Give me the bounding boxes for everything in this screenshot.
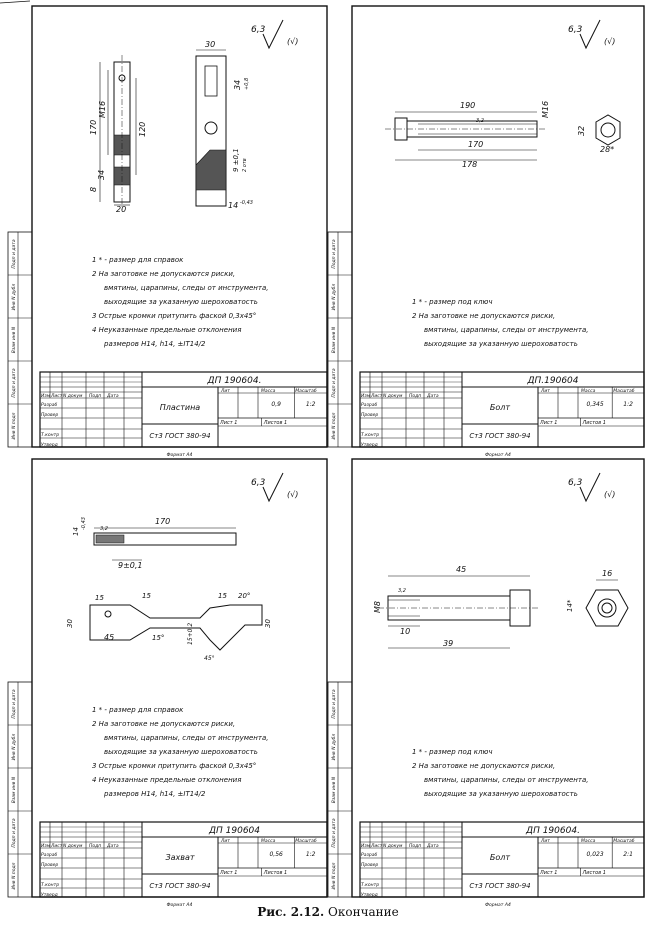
technical-note-4: выходящие за указанную шероховатость	[104, 748, 258, 756]
side-strip-label: Инв N дубл	[12, 283, 17, 311]
roughness-3-2: 3,2	[476, 118, 484, 124]
sheet-number: Лист 1	[540, 870, 558, 876]
side-strip-label: Инв N дубл	[332, 733, 337, 761]
technical-note-4: выходящие за указанную шероховатость	[104, 298, 258, 306]
technical-note-3: вмятины, царапины, следы от инструмента,	[424, 776, 589, 784]
dim-20deg: 20°	[238, 592, 251, 600]
roughness-mark	[263, 20, 283, 48]
stamp-header-massa: Масса	[581, 839, 596, 844]
dim-15-tol: 15+0,2	[187, 622, 194, 645]
roughness-note: (√)	[604, 37, 616, 46]
side-strip-label: Инв N дубл	[332, 283, 337, 311]
technical-note-2: 2 На заготовке не допускаются риски,	[412, 762, 556, 770]
dim-m8: М8	[373, 601, 382, 613]
sheets-total: Листов 1	[263, 870, 288, 876]
dim-45: 45	[104, 633, 115, 642]
stamp-header-utverd: Утверд	[41, 893, 58, 898]
stamp-header-prover: Провер	[361, 863, 379, 868]
technical-note-3: вмятины, царапины, следы от инструмента,	[104, 734, 269, 742]
roughness-mark	[580, 473, 600, 501]
stamp-header-data: Дата	[107, 844, 119, 849]
dim-14: 14	[72, 527, 80, 536]
stamp-header-prover: Провер	[41, 413, 59, 418]
stamp-header-tkontr: Т.контр	[41, 433, 60, 438]
stamp-header-ndok: N докум	[383, 844, 403, 849]
dim-9: 9±0,1	[118, 561, 143, 570]
technical-note-6: 4 Неуказанные предельные отклонения	[92, 776, 242, 784]
technical-note-5: 3 Острые кромки притупить фаской 0,3х45°	[92, 762, 257, 770]
stamp-header-massa: Масса	[261, 389, 276, 394]
technical-note-3: вмятины, царапины, следы от инструмента,	[104, 284, 269, 292]
dim-14-tol: -0,43	[81, 517, 87, 530]
stamp-header-data: Дата	[427, 844, 439, 849]
roughness-value: 6,3	[251, 478, 266, 488]
stamp-header-data: Дата	[107, 394, 119, 399]
dim-34-top: 34	[233, 79, 242, 90]
technical-note-6: 4 Неуказанные предельные отклонения	[92, 326, 242, 334]
dim-178: 178	[462, 160, 478, 169]
roughness-value: 6,3	[251, 25, 266, 35]
stamp-header-podp: Подп	[89, 844, 102, 849]
side-strip-label: Взам инв N	[12, 776, 17, 804]
roughness-mark	[263, 473, 283, 501]
hatched-section	[96, 535, 124, 543]
dim-14-tol: -0,43	[240, 200, 253, 206]
stamp-header-utverd: Утверд	[41, 443, 58, 448]
part-mass: 0,9	[271, 401, 281, 408]
sheet-frame	[32, 459, 327, 897]
dim-10: 10	[400, 627, 411, 636]
stamp-header-masshtab: Масштаб	[613, 839, 635, 844]
caption-number: Рис. 2.12.	[257, 905, 325, 919]
part-material: Ст3 ГОСТ 380-94	[469, 432, 531, 440]
thread-circle-icon	[601, 123, 615, 137]
stamp-header-ndok: N докум	[383, 394, 403, 399]
part-material: Ст3 ГОСТ 380-94	[149, 432, 211, 440]
dim-14: 14*	[566, 599, 574, 612]
stamp-header-lit: Лит	[221, 389, 230, 394]
technical-note-4: выходящие за указанную шероховатость	[424, 790, 578, 798]
dim-15-b: 15	[142, 592, 151, 600]
side-strip-label: Подп и дата	[332, 239, 337, 269]
dim-9: 9 ±0,1	[232, 148, 240, 172]
stamp-header-izm: Изм	[361, 394, 371, 399]
doc-code: ДП 190604	[208, 826, 261, 836]
part-name: Болт	[489, 403, 511, 412]
dim-170: 170	[155, 517, 171, 526]
dim-45deg: 45°	[204, 655, 215, 662]
dim-16: 16	[602, 569, 613, 578]
dim-m16: М16	[541, 100, 550, 118]
stamp-header-utverd: Утверд	[361, 443, 378, 448]
technical-note-1: 1 * - размер под ключ	[412, 298, 493, 306]
technical-note-2: 2 На заготовке не допускаются риски,	[412, 312, 556, 320]
stamp-header-masshtab: Масштаб	[295, 839, 317, 844]
dim-30-b: 30	[264, 619, 272, 628]
stamp-header-masshtab: Масштаб	[613, 389, 635, 394]
sheet-frame	[352, 459, 644, 897]
dim-34: 34	[97, 169, 106, 180]
dim-34-tol: +0,8	[244, 77, 250, 90]
dim-8: 8	[89, 186, 98, 192]
dim-m16: М16	[98, 100, 107, 118]
dim-120: 120	[138, 121, 147, 137]
stamp-header-masshtab: Масштаб	[295, 389, 317, 394]
page-edge-mark	[0, 1, 30, 3]
roughness-value: 6,3	[568, 478, 583, 488]
dim-28: 28*	[600, 145, 615, 154]
stamp-header-utverd: Утверд	[361, 893, 378, 898]
dim-170: 170	[468, 140, 484, 149]
stamp-header-tkontr: Т.контр	[361, 433, 380, 438]
technical-note-1: 1 * - размер под ключ	[412, 748, 493, 756]
sheets-total: Листов 1	[263, 420, 288, 426]
stamp-header-list: Лист	[371, 394, 383, 399]
stamp-header-tkontr: Т.контр	[361, 883, 380, 888]
hex-head-icon	[586, 590, 628, 626]
side-strip-label: Подп и дата	[12, 239, 17, 269]
stamp-header-podp: Подп	[409, 844, 422, 849]
stamp-header-list: Лист	[51, 394, 63, 399]
side-strip-label: Подп и дата	[12, 689, 17, 719]
roughness-note: (√)	[287, 37, 299, 46]
part-material: Ст3 ГОСТ 380-94	[469, 882, 531, 890]
part-mass: 0,023	[586, 851, 604, 858]
hex-head-icon	[596, 115, 620, 145]
drawing-sheet-2	[328, 6, 644, 458]
part-name: Болт	[489, 853, 511, 862]
roughness-3-2: 3,2	[100, 526, 108, 532]
technical-note-5: 3 Острые кромки притупить фаской 0,3х45°	[92, 312, 257, 320]
technical-note-2: 2 На заготовке не допускаются риски,	[92, 720, 236, 728]
roughness-mark	[580, 20, 600, 48]
stamp-header-tkontr: Т.контр	[41, 883, 60, 888]
drawing-sheet-3	[8, 459, 327, 908]
stamp-header-list: Лист	[51, 844, 63, 849]
sheet-format: Формат А4	[485, 903, 511, 908]
drawing-sheet-4	[328, 459, 644, 908]
stamp-header-razrab: Разраб	[361, 853, 378, 858]
side-strip-label: Инв N подл	[12, 862, 17, 890]
stamp-header-podp: Подп	[409, 394, 422, 399]
technical-note-2: 2 На заготовке не допускаются риски,	[92, 270, 236, 278]
grip-profile	[90, 605, 262, 650]
dim-30-a: 30	[66, 619, 74, 628]
part-name: Захват	[165, 853, 195, 862]
part-scale: 1:2	[623, 401, 633, 408]
thread-circle-icon	[598, 599, 616, 617]
doc-code: ДП.190604	[527, 376, 579, 386]
dim-45: 45	[456, 565, 467, 574]
part-scale: 1:2	[305, 401, 316, 408]
side-strip-label: Инв N подл	[332, 862, 337, 890]
bore-icon	[602, 603, 612, 613]
doc-code: ДП 190604.	[207, 376, 262, 386]
figure-caption	[0, 905, 656, 919]
stamp-header-data: Дата	[427, 394, 439, 399]
sheet-frame	[32, 6, 327, 447]
side-strip-label: Взам инв N	[332, 776, 337, 804]
sheets-total: Листов 1	[582, 420, 606, 426]
technical-note-7: размеров Н14, h14, ±IT14/2	[104, 790, 206, 798]
part-scale: 1:2	[305, 851, 316, 858]
sheet-number: Лист 1	[220, 420, 238, 426]
bore-icon	[205, 122, 217, 134]
stamp-header-lit: Лит	[541, 839, 550, 844]
technical-note-7: размеров Н14, h14, ±IT14/2	[104, 340, 206, 348]
roughness-note: (√)	[287, 490, 299, 499]
side-strip-label: Инв N дубл	[12, 733, 17, 761]
technical-note-1: 1 * - размер для справок	[92, 706, 184, 714]
hole-icon	[105, 611, 111, 617]
stamp-header-ndok: N докум	[63, 394, 83, 399]
part-name: Пластина	[159, 403, 201, 412]
caption-text: Окончание	[328, 905, 399, 919]
sheet-number: Лист 1	[220, 870, 238, 876]
sheet-frame	[352, 6, 644, 447]
dim-170: 170	[89, 119, 98, 135]
stamp-header-razrab: Разраб	[41, 853, 58, 858]
dim-39: 39	[443, 639, 454, 648]
dim-30: 30	[205, 40, 216, 49]
dim-20: 20	[116, 205, 127, 214]
side-strip-label: Подп и дата	[12, 368, 17, 398]
side-strip-label: Подп и дата	[12, 818, 17, 848]
technical-note-3: вмятины, царапины, следы от инструмента,	[424, 326, 589, 334]
roughness-3-2: 3,2	[398, 588, 406, 594]
hatched-section	[196, 150, 226, 190]
slot	[205, 66, 217, 96]
part-scale: 2:1	[623, 851, 633, 858]
stamp-header-razrab: Разраб	[41, 403, 58, 408]
stamp-header-prover: Провер	[361, 413, 379, 418]
dim-14: 14	[228, 201, 239, 210]
stamp-header-massa: Масса	[261, 839, 276, 844]
part-mass: 0,345	[586, 401, 604, 408]
dim-15-a: 15	[95, 594, 104, 602]
roughness-value: 6,3	[568, 25, 583, 35]
stamp-header-izm: Изм	[361, 844, 371, 849]
stamp-header-ndok: N докум	[63, 844, 83, 849]
sheet-format: Формат А4	[166, 903, 193, 908]
side-strip-label: Инв N подл	[12, 412, 17, 440]
dim-190: 190	[460, 101, 476, 110]
technical-note-1: 1 * - размер для справок	[92, 256, 184, 264]
stamp-header-izm: Изм	[41, 394, 51, 399]
stamp-header-list: Лист	[371, 844, 383, 849]
sheet-number: Лист 1	[540, 420, 558, 426]
dim-15deg: 15°	[152, 634, 165, 642]
dim-32: 32	[577, 125, 586, 136]
doc-code: ДП 190604.	[526, 826, 580, 836]
side-strip-label: Инв N подл	[332, 412, 337, 440]
stamp-header-prover: Провер	[41, 863, 59, 868]
side-strip-label: Подп и дата	[332, 689, 337, 719]
part-material: Ст3 ГОСТ 380-94	[149, 882, 211, 890]
stamp-header-izm: Изм	[41, 844, 51, 849]
stamp-header-razrab: Разраб	[361, 403, 378, 408]
side-strip-label: Взам инв N	[12, 326, 17, 354]
side-strip-label: Взам инв N	[332, 326, 337, 354]
side-strip-label: Подп и дата	[332, 818, 337, 848]
stamp-header-lit: Лит	[221, 839, 230, 844]
stamp-header-massa: Масса	[581, 389, 596, 394]
dim-15-c: 15	[218, 592, 227, 600]
sheets-total: Листов 1	[582, 870, 606, 876]
stamp-header-lit: Лит	[541, 389, 550, 394]
part-mass: 0,56	[269, 851, 283, 858]
drawing-sheet-1	[8, 6, 327, 458]
side-strip-label: Подп и дата	[332, 368, 337, 398]
roughness-note: (√)	[604, 490, 616, 499]
technical-note-4: выходящие за указанную шероховатость	[424, 340, 578, 348]
stamp-header-podp: Подп	[89, 394, 102, 399]
sheet-format: Формат А4	[166, 453, 193, 458]
dim-9-note: 2 отв	[242, 158, 248, 172]
sheet-format: Формат А4	[485, 453, 511, 458]
